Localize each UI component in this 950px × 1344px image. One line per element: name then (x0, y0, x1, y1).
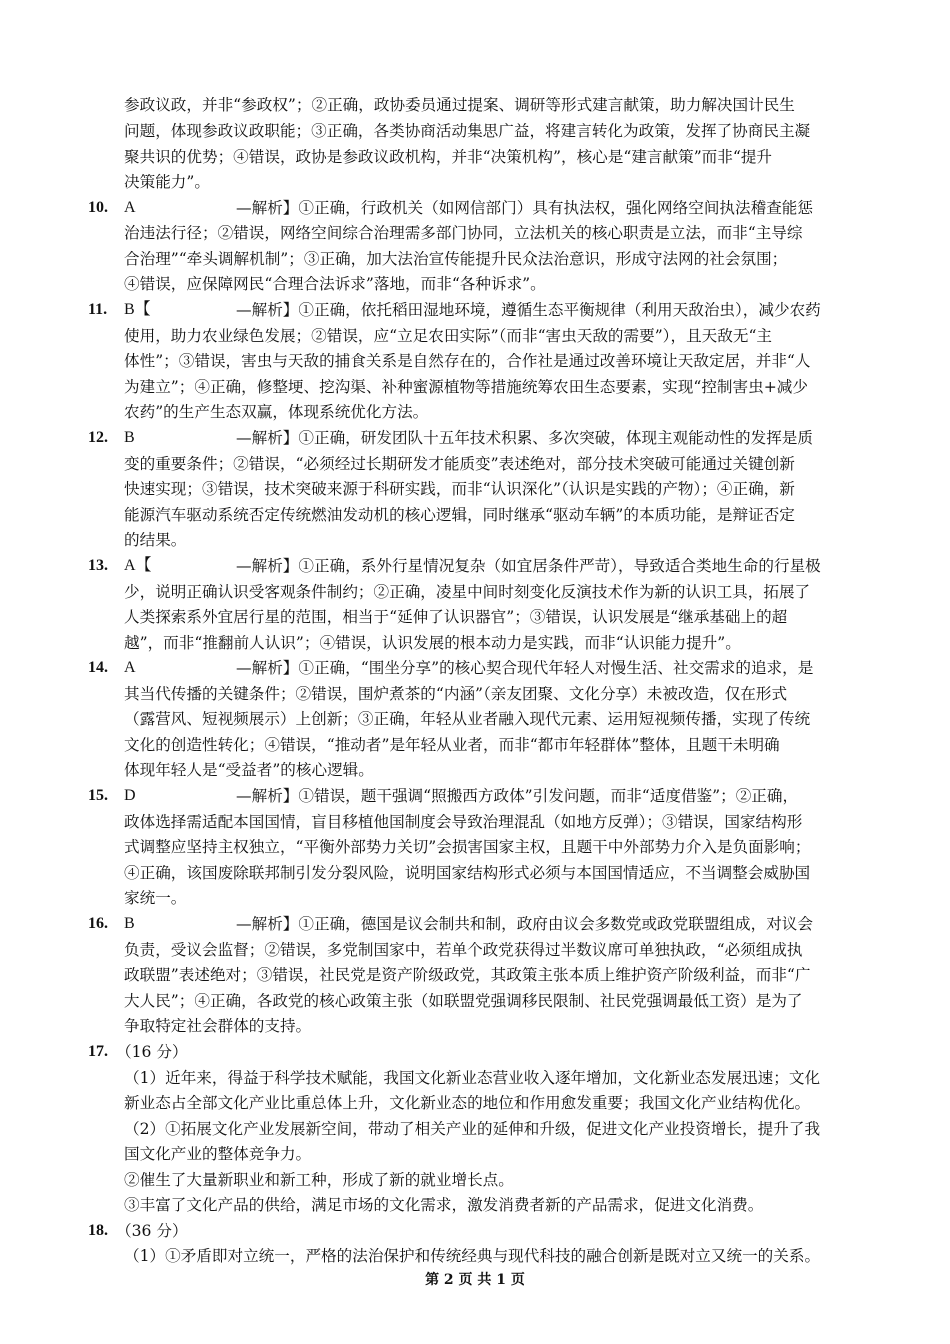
text-line: 参政议政，并非“参政权”；②正确，政协委员通过提案、调研等形式建言献策，助力解决国计民生 (124, 96, 795, 114)
explanation-line: 政联盟”表述绝对；③错误，社民党是资产阶级政党，其政策主张本质上维护资产阶级利益，而非“广 (124, 966, 811, 984)
explanation-line: 负责，受议会监督；②错误，多党制国家中，若单个政党获得过半数议席可单独执政，“必须组成执 (124, 941, 803, 959)
explanation-line: 能源汽车驱动系统否定传统燃油发动机的核心逻辑，同时继承“驱动车辆”的本质功能，是辩证否定 (124, 506, 795, 524)
explanation-line: 家统一。 (124, 889, 187, 907)
explanation-line: 农药”的生产生态双赢，体现系统优化方法。 (124, 403, 429, 421)
question-score: （36 分） (116, 1222, 188, 1240)
explanation-line: 体性”；③错误，害虫与天敌的捕食关系是自然存在的，合作社是通过改善环境让天敌定居，并非“人 (124, 352, 811, 370)
answer-line: ③丰富了文化产品的供给，满足市场的文化需求，激发消费者新的产品需求，促进文化消费。 (124, 1196, 764, 1214)
explanation-line: 使用，助力农业绿色发展；②错误，应“立足农田实际”（而非“害虫天敌的需要”），且天敌无“主 (124, 327, 773, 345)
explanation-line: 为建立”；④正确，修整埂、挖沟渠、补种蜜源植物等措施统筹农田生态要素，实现“控制害虫+减少 (124, 378, 808, 396)
question-number: 16. (88, 915, 108, 932)
question-number: 15. (88, 787, 108, 804)
explanation-line: （露营风、短视频展示）上创新；③正确，年轻从业者融入现代元素、运用短视频传播，实现了传统 (124, 710, 811, 728)
explanation-line: 越”，而非“推翻前人认识”；④错误，认识发展的根本动力是实践，而非“认识能力提升”。 (124, 634, 741, 652)
question-number: 18. (88, 1222, 108, 1239)
explanation-line: —解析】①正确，系外行星情况复杂（如宜居条件严苛），导致适合类地生命的行星极 (236, 557, 821, 575)
answer-line: （1）①矛盾即对立统一，严格的法治保护和传统经典与现代科技的融合创新是既对立又统一的关系。 (124, 1247, 821, 1265)
explanation-line: 其当代传播的关键条件；②错误，围炉煮茶的“内涵”（亲友团聚、文化分享）未被改造，仅在形式 (124, 685, 788, 703)
explanation-line: 体现年轻人是“受益者”的核心逻辑。 (124, 761, 374, 779)
explanation-line: 文化的创造性转化；④错误，“推动者”是年轻从业者，而非“都市年轻群体”整体，且题干未明确 (124, 736, 780, 754)
text-line: 聚共识的优势；④错误，政协是参政议政机构，并非“决策机构”，核心是“建言献策”而非“提升 (124, 148, 773, 166)
explanation-line: 变的重要条件；②错误，“必须经过长期研发才能质变”表述绝对，部分技术突破可能通过关键创新 (124, 455, 795, 473)
answer-line: （2）①拓展文化产业发展新空间，带动了相关产业的延伸和升级，促进文化产业投资增长，提升了我 (124, 1120, 821, 1138)
question-number: 13. (88, 557, 108, 574)
answer-letter: B (124, 915, 135, 932)
question-score: （16 分） (116, 1043, 188, 1061)
explanation-line: —解析】①正确，德国是议会制共和制，政府由议会多数党或政党联盟组成，对议会 (236, 915, 813, 933)
answer-letter: D (124, 787, 136, 804)
explanation-line: ④正确，该国废除联邦制引发分裂风险，说明国家结构形式必须与本国国情适应，不当调整会威胁国 (124, 864, 811, 882)
explanation-line: —解析】①错误，题干强调“照搬西方政体”引发问题，而非“适度借鉴”；②正确， (236, 787, 799, 805)
page-footer: 第 2 页 共 1 页 (425, 1272, 525, 1288)
explanation-line: —解析】①正确，“围坐分享”的核心契合现代年轻人对慢生活、社交需求的追求，是 (236, 659, 814, 677)
explanation-line: 争取特定社会群体的支持。 (124, 1017, 312, 1035)
question-number: 12. (88, 429, 108, 446)
answer-line: 国文化产业的整体竞争力。 (124, 1145, 312, 1163)
answer-letter: B【 (124, 301, 151, 318)
question-number: 11. (88, 301, 108, 318)
explanation-line: —解析】①正确，依托稻田湿地环境，遵循生态平衡规律（利用天敌治虫），减少农药 (236, 301, 821, 319)
answer-letter: A (124, 199, 136, 216)
answer-line: ②催生了大量新职业和新工种，形成了新的就业增长点。 (124, 1171, 514, 1189)
explanation-line: 政体选择需适配本国国情，盲目移植他国制度会导致治理混乱（如地方反弹）；③错误，国家结构形 (124, 813, 803, 831)
explanation-line: 的结果。 (124, 531, 187, 549)
explanation-line: 大人民”；④正确，各政党的核心政策主张（如联盟党强调移民限制、社民党强调最低工资）是为了 (124, 992, 803, 1010)
text-line: 决策能力”。 (124, 173, 210, 191)
explanation-line: ④错误，应保障网民“合理合法诉求”落地，而非“各种诉求”。 (124, 275, 546, 293)
text-line: 问题，体现参政议政职能；③正确，各类协商活动集思广益，将建言转化为政策，发挥了协商民主凝 (124, 122, 811, 140)
explanation-line: 人类探索系外宜居行星的范围，相当于“延伸了认识器官”；③错误，认识发展是“继承基础上的超 (124, 608, 788, 626)
answer-letter: A (124, 659, 136, 676)
question-number: 17. (88, 1043, 108, 1060)
explanation-line: 式调整应坚持主权独立，“平衡外部势力关切”会损害国家主权，且题干中外部势力介入是负面影响； (124, 838, 811, 856)
answer-letter: A【 (124, 557, 152, 574)
answer-line: （1）近年来，得益于科学技术赋能，我国文化新业态营业收入逐年增加，文化新业态发展迅速；文化 (124, 1069, 821, 1087)
explanation-line: 治违法行径；②错误，网络空间综合治理需多部门协同，立法机关的核心职责是立法，而非“主导综 (124, 224, 803, 242)
answer-letter: B (124, 429, 135, 446)
explanation-line: —解析】①正确，行政机关（如网信部门）具有执法权，强化网络空间执法稽查能惩 (236, 199, 813, 217)
explanation-line: —解析】①正确，研发团队十五年技术积累、多次突破，体现主观能动性的发挥是质 (236, 429, 813, 447)
explanation-line: 合治理”“牵头调解机制”；③正确，加大法治宣传能提升民众法治意识，形成守法网的社会氛围； (124, 250, 788, 268)
explanation-line: 快速实现；③错误，技术突破来源于科研实践，而非“认识深化”（认识是实践的产物）；④正确，新 (124, 480, 795, 498)
question-number: 10. (88, 199, 108, 216)
answer-line: 新业态占全部文化产业比重总体上升，文化新业态的地位和作用愈发重要；我国文化产业结构优化。 (124, 1094, 811, 1112)
question-number: 14. (88, 659, 108, 676)
explanation-line: 少，说明正确认识受客观条件制约；②正确，凌星中间时刻变化反演技术作为新的认识工具，拓展了 (124, 583, 811, 601)
